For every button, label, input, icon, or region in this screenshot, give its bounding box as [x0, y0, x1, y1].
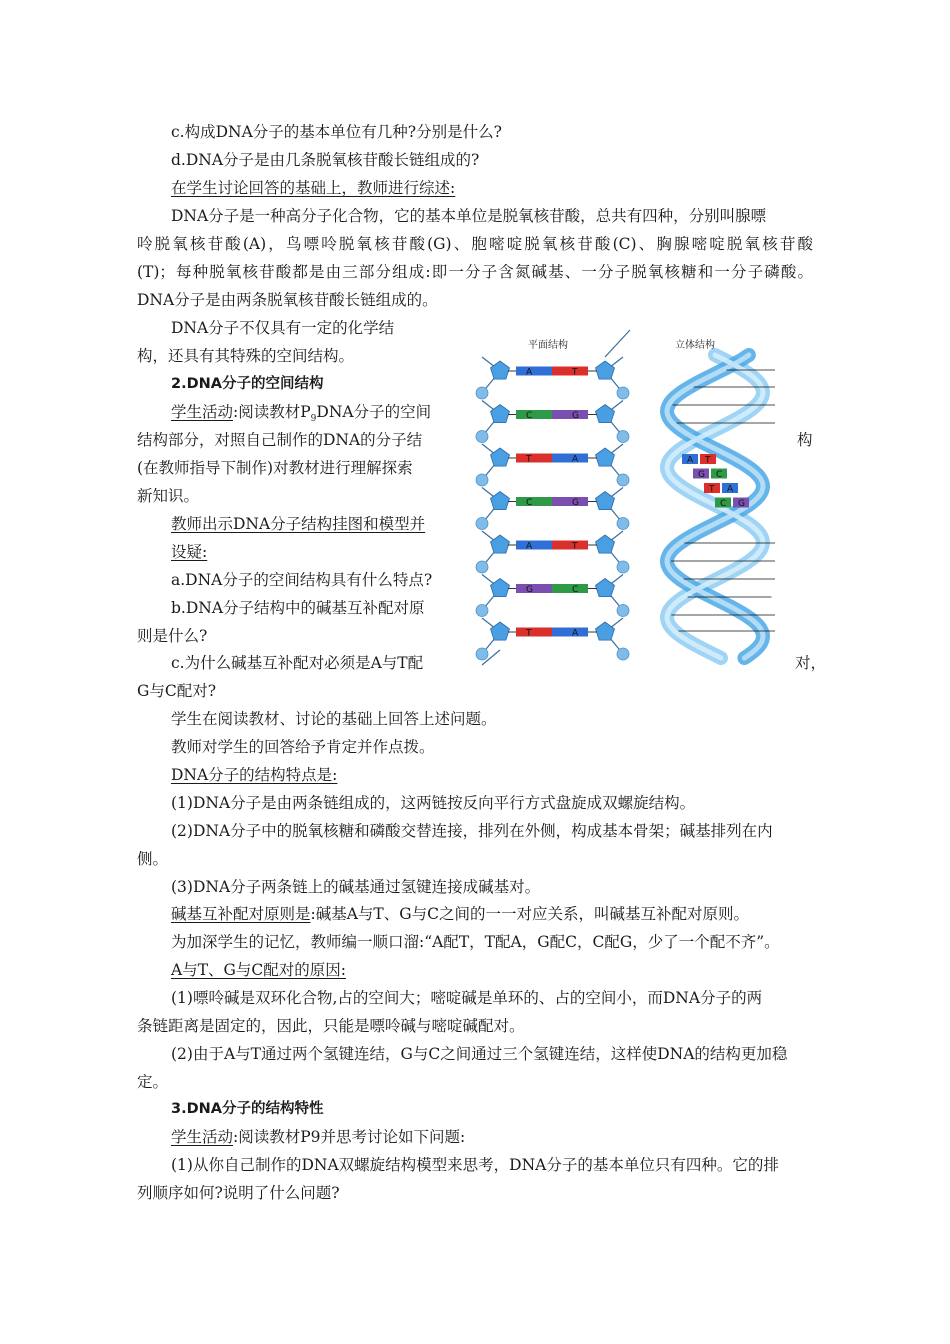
- student-activity-2-label: 学生活动: [171, 1128, 234, 1146]
- deoxyribose-left: [491, 535, 510, 553]
- base-a: [516, 541, 552, 550]
- base-g: [552, 410, 588, 419]
- dna-structure-figure: [470, 325, 780, 670]
- teacher-show-line-1: 教师出示DNA分子结构挂图和模型并: [171, 515, 426, 533]
- base-label: T: [572, 367, 578, 378]
- base-label: C: [526, 498, 533, 508]
- deoxyribose-right: [596, 448, 615, 466]
- phosphate-right: [617, 387, 629, 399]
- deoxyribose-left: [491, 405, 510, 423]
- helix-base-label: T: [709, 484, 715, 495]
- paragraph-2-line-2: 构，还具有其特殊的空间结构。: [137, 347, 355, 365]
- page-subscript: 9: [310, 414, 317, 425]
- phosphate-right: [617, 474, 629, 486]
- feature-2-line-1: (2)DNA分子中的脱氧核糖和磷酸交替连接，排列在外侧，构成基本骨架；碱基排列在内: [171, 822, 773, 840]
- pairing-rule-text: :碱基A与T、G与C之间的一一对应关系，叫碱基互补配对原则。: [310, 905, 750, 923]
- dna-figure-svg: [470, 325, 780, 670]
- deoxyribose-right: [596, 405, 615, 423]
- base-label: A: [526, 541, 533, 552]
- paragraph-1-line-2: 呤脱氧核苷酸(A)，鸟嘌呤脱氧核苷酸(G)、胞嘧啶脱氧核苷酸(C)、胸腺嘧啶脱氧核苷酸: [137, 235, 813, 253]
- deoxyribose-left: [491, 622, 510, 640]
- paragraph-1-line-1: DNA分子是一种高分子化合物，它的基本单位是脱氧核苷酸，总共有四种，分别叫腺嘌: [171, 207, 767, 225]
- base-c: [552, 584, 588, 593]
- phosphate-left: [476, 431, 488, 443]
- spatial-helix-diagram: [667, 355, 775, 658]
- base-label: C: [526, 411, 533, 421]
- base-a: [552, 628, 588, 637]
- phosphate-left: [476, 474, 488, 486]
- base-label: G: [572, 411, 579, 421]
- phosphate-right: [617, 518, 629, 530]
- reason-1-line-1: (1)嘌呤碱是双环化合物,占的空间大；嘧啶碱是单环的、占的空间小，而DNA分子的两: [171, 989, 763, 1007]
- base-g: [516, 584, 552, 593]
- base-c: [516, 410, 552, 419]
- student-activity-line-2: 结构部分，对照自己制作的DNA的分子结: [137, 431, 423, 449]
- base-label: G: [572, 498, 579, 508]
- paragraph-2-line-1: DNA分子不仅具有一定的化学结: [171, 319, 395, 337]
- phosphate-left: [476, 605, 488, 617]
- student-activity-2-text: :阅读教材P9并思考讨论如下问题:: [233, 1128, 466, 1146]
- base-label: T: [526, 454, 532, 465]
- helix-base-label: A: [687, 455, 694, 466]
- base-label: A: [572, 628, 579, 639]
- base-t: [552, 541, 588, 550]
- question-b-line-1: b.DNA分子结构中的碱基互补配对原: [171, 599, 425, 617]
- feature-2-line-2: 侧。: [137, 850, 169, 868]
- reason-title: A与T、G与C配对的原因:: [171, 961, 346, 979]
- base-label: A: [526, 367, 533, 378]
- student-activity-text-2: DNA分子的空间: [316, 403, 432, 421]
- phosphate-right: [617, 431, 629, 443]
- base-t: [516, 628, 552, 637]
- base-label: G: [526, 585, 533, 595]
- base-t: [516, 454, 552, 463]
- phosphate-right: [617, 561, 629, 573]
- helix-base-label: C: [720, 499, 727, 509]
- phosphate-right: [617, 605, 629, 617]
- student-activity-line-2-end: 构: [797, 431, 813, 449]
- deoxyribose-left: [491, 448, 510, 466]
- section-heading-2: 2.DNA分子的空间结构: [171, 376, 324, 392]
- paragraph-1-line-4: DNA分子是由两条脱氧核苷酸长链组成的。: [137, 291, 438, 309]
- question-d: d.DNA分子是由几条脱氧核苷酸长链组成的?: [171, 151, 480, 169]
- feature-1: (1)DNA分子是由两条链组成的，这两链按反向平行方式盘旋成双螺旋结构。: [171, 794, 696, 812]
- spatial-structure-title: 立体结构: [675, 340, 715, 351]
- helix-base-label: C: [716, 470, 723, 480]
- features-title: DNA分子的结构特点是:: [171, 766, 338, 784]
- deoxyribose-left: [491, 361, 510, 379]
- helix-base-label: T: [705, 455, 711, 466]
- deoxyribose-right: [596, 622, 615, 640]
- pairing-rule: [171, 904, 749, 924]
- helix-base-label: G: [698, 470, 705, 480]
- question-a: a.DNA分子的空间结构具有什么特点?: [171, 571, 433, 589]
- student-activity-text: :阅读教材P: [233, 403, 311, 421]
- question-b-line-2: 则是什么?: [137, 627, 208, 645]
- teacher-show-line-2: 设疑:: [171, 543, 208, 561]
- student-activity-line-1: [171, 402, 431, 429]
- question-c2-line-2: G与C配对?: [137, 682, 217, 700]
- deoxyribose-right: [596, 535, 615, 553]
- phosphate-left: [476, 387, 488, 399]
- student-question-1-line-1: (1)从你自己制作的DNA双螺旋结构模型来思考，DNA分子的基本单位只有四种。它的排: [171, 1156, 779, 1174]
- student-question-1-line-2: 列顺序如何?说明了什么问题?: [137, 1184, 340, 1202]
- phosphate-right: [617, 648, 629, 660]
- feature-3: (3)DNA分子两条链上的碱基通过氢键连接成碱基对。: [171, 878, 541, 896]
- base-t: [552, 367, 588, 376]
- question-c2-line-1: c.为什么碱基互补配对必须是A与T配: [171, 654, 424, 672]
- base-label: T: [572, 541, 578, 552]
- summary-intro: 在学生讨论回答的基础上，教师进行综述:: [171, 179, 456, 197]
- phosphate-left: [476, 648, 488, 660]
- helix-base-label: A: [727, 484, 734, 495]
- reason-2-line-2: 定。: [137, 1073, 169, 1091]
- deoxyribose-right: [596, 492, 615, 510]
- question-c: c.构成DNA分子的基本单位有几种?分别是什么?: [171, 123, 502, 141]
- pairing-rule-label: 碱基互补配对原则是: [171, 905, 311, 923]
- student-activity-line-3: (在教师指导下制作)对教材进行理解探索: [137, 459, 413, 477]
- answer-line-2: 教师对学生的回答给予肯定并作点拨。: [171, 738, 435, 756]
- strand-end: [605, 330, 630, 357]
- rhyme-line: 为加深学生的记忆，教师编一顺口溜:“A配T，T配A，G配C，C配G，少了一个配不齐”。: [171, 933, 780, 951]
- student-activity-label: 学生活动: [171, 403, 234, 421]
- deoxyribose-right: [596, 579, 615, 597]
- section-heading-3: 3.DNA分子的结构特性: [171, 1101, 324, 1117]
- deoxyribose-right: [596, 361, 615, 379]
- base-a: [516, 367, 552, 376]
- base-label: T: [526, 628, 532, 639]
- helix-base-label: G: [738, 499, 745, 509]
- base-g: [552, 497, 588, 506]
- answer-line-1: 学生在阅读教材、讨论的基础上回答上述问题。: [171, 710, 497, 728]
- deoxyribose-left: [491, 579, 510, 597]
- deoxyribose-left: [491, 492, 510, 510]
- phosphate-left: [476, 518, 488, 530]
- student-activity-2: [171, 1127, 465, 1147]
- paragraph-1-line-3: (T)；每种脱氧核苷酸都是由三部分组成:即一分子含氮碱基、一分子脱氧核糖和一分子磷酸。: [137, 263, 813, 281]
- base-a: [552, 454, 588, 463]
- base-label: C: [572, 585, 579, 595]
- base-c: [516, 497, 552, 506]
- base-label: A: [572, 454, 579, 465]
- flat-structure-title: 平面结构: [528, 340, 568, 351]
- question-c2-line-1-end: 对，: [795, 654, 827, 672]
- phosphate-left: [476, 561, 488, 573]
- flat-structure-diagram: [476, 330, 630, 665]
- reason-1-line-2: 条链距离是固定的，因此，只能是嘌呤碱与嘧啶碱配对。: [137, 1017, 525, 1035]
- student-activity-line-4: 新知识。: [137, 487, 200, 505]
- reason-2-line-1: (2)由于A与T通过两个氢键连结，G与C之间通过三个氢键连结，这样使DNA的结构更加稳: [171, 1045, 788, 1063]
